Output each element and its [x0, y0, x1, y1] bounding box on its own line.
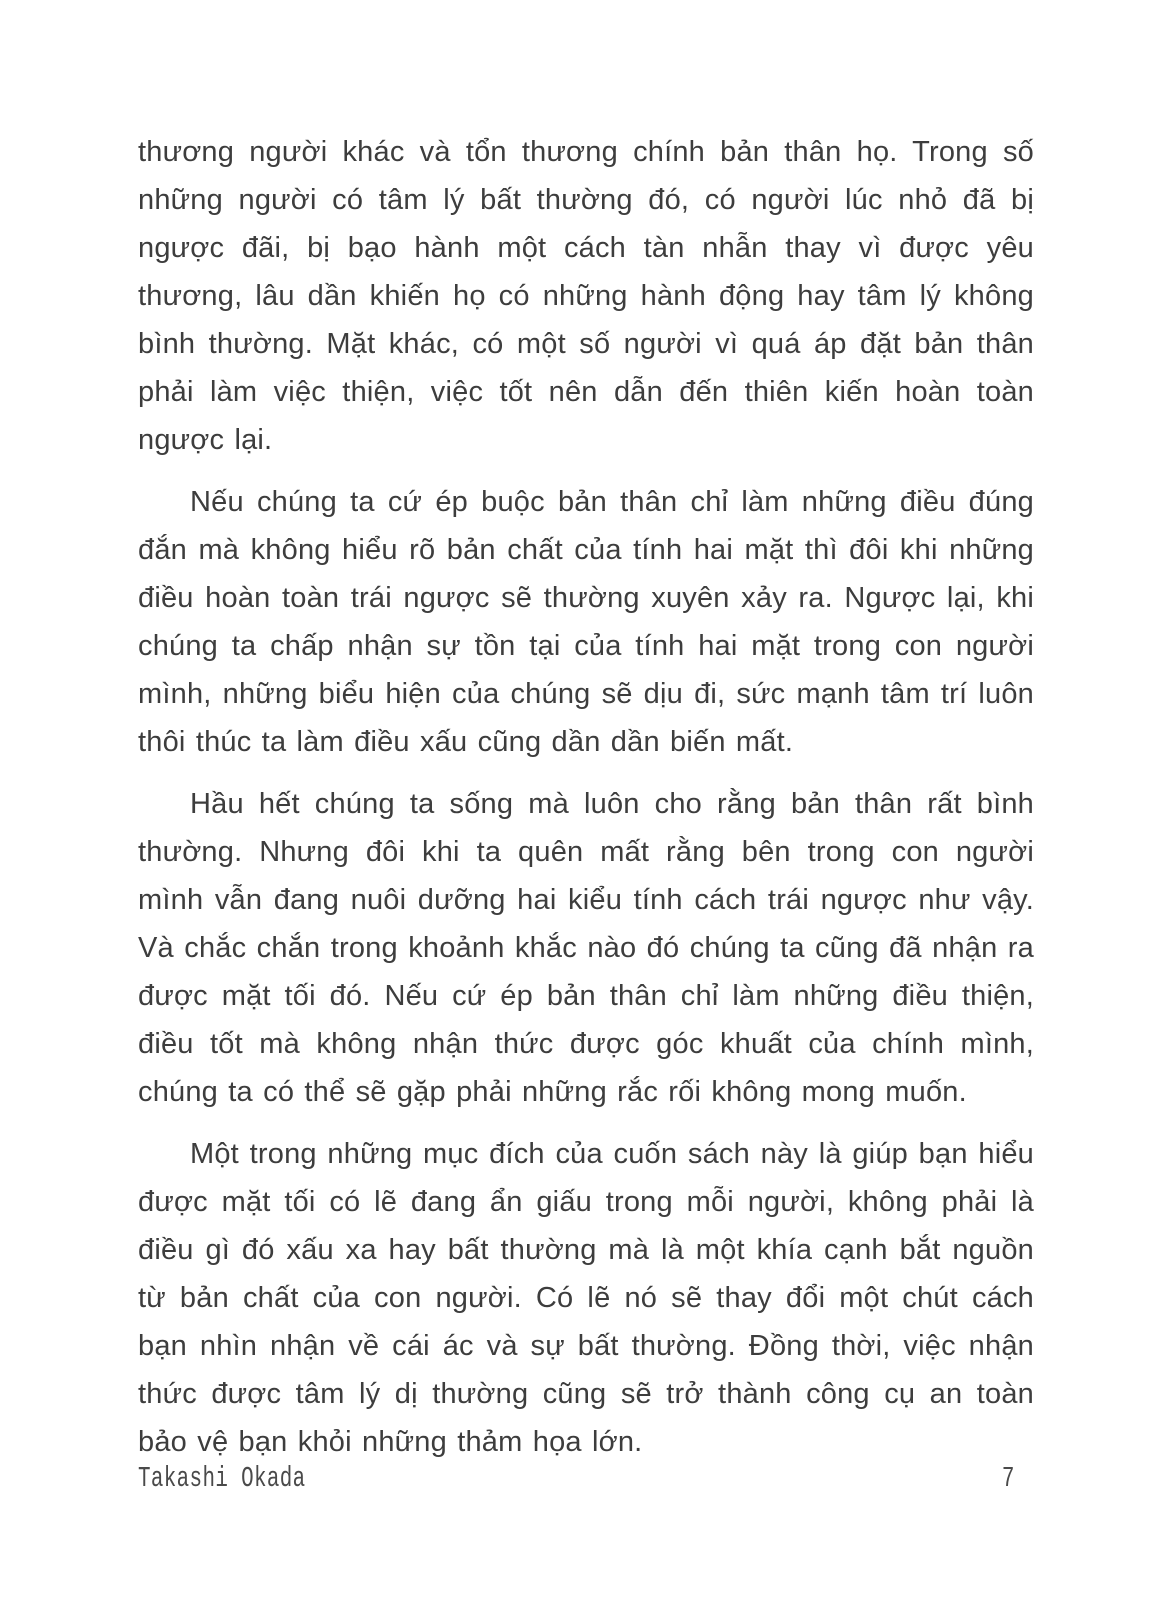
footer-author: Takashi Okada	[138, 1462, 306, 1495]
paragraph-4: Một trong những mục đích của cuốn sách này là giúp bạn hiểu được mặt tối có lẽ đang ẩn giấu trong mỗi người, không phải là điều gì đó xấu xa hay bất thường mà là một khía cạnh bắt nguồn từ bản chất của con người. Có lẽ nó sẽ thay đổi một chút cách bạn nhìn nhận về cái ác và sự bất thường. Đồng thời, việc nhận thức được tâm lý dị thường cũng sẽ trở thành công cụ an toàn bảo vệ bạn khỏi những thảm họa lớn.	[138, 1138, 1034, 1458]
page-footer	[138, 1462, 1014, 1495]
paragraph-2: Nếu chúng ta cứ ép buộc bản thân chỉ làm những điều đúng đắn mà không hiểu rõ bản chất của tính hai mặt thì đôi khi những điều hoàn toàn trái ngược sẽ thường xuyên xảy ra. Ngược lại, khi chúng ta chấp nhận sự tồn tại của tính hai mặt trong con người mình, những biểu hiện của chúng sẽ dịu đi, sức mạnh tâm trí luôn thôi thúc ta làm điều xấu cũng dần dần biến mất.	[138, 486, 1034, 758]
paragraph-1: thương người khác và tổn thương chính bản thân họ. Trong số những người có tâm lý bất thường đó, có người lúc nhỏ đã bị ngược đãi, bị bạo hành một cách tàn nhẫn thay vì được yêu thương, lâu dần khiến họ có những hành động hay tâm lý không bình thường. Mặt khác, có một số người vì quá áp đặt bản thân phải làm việc thiện, việc tốt nên dẫn đến thiên kiến hoàn toàn ngược lại.	[138, 136, 1034, 456]
paragraph-3: Hầu hết chúng ta sống mà luôn cho rằng bản thân rất bình thường. Nhưng đôi khi ta quên mất rằng bên trong con người mình vẫn đang nuôi dưỡng hai kiểu tính cách trái ngược như vậy. Và chắc chắn trong khoảnh khắc nào đó chúng ta cũng đã nhận ra được mặt tối đó. Nếu cứ ép bản thân chỉ làm những điều thiện, điều tốt mà không nhận thức được góc khuất của chính mình, chúng ta có thể sẽ gặp phải những rắc rối không mong muốn.	[138, 788, 1034, 1108]
footer-page-number: 7	[1001, 1462, 1014, 1495]
page-body	[138, 128, 1034, 1480]
